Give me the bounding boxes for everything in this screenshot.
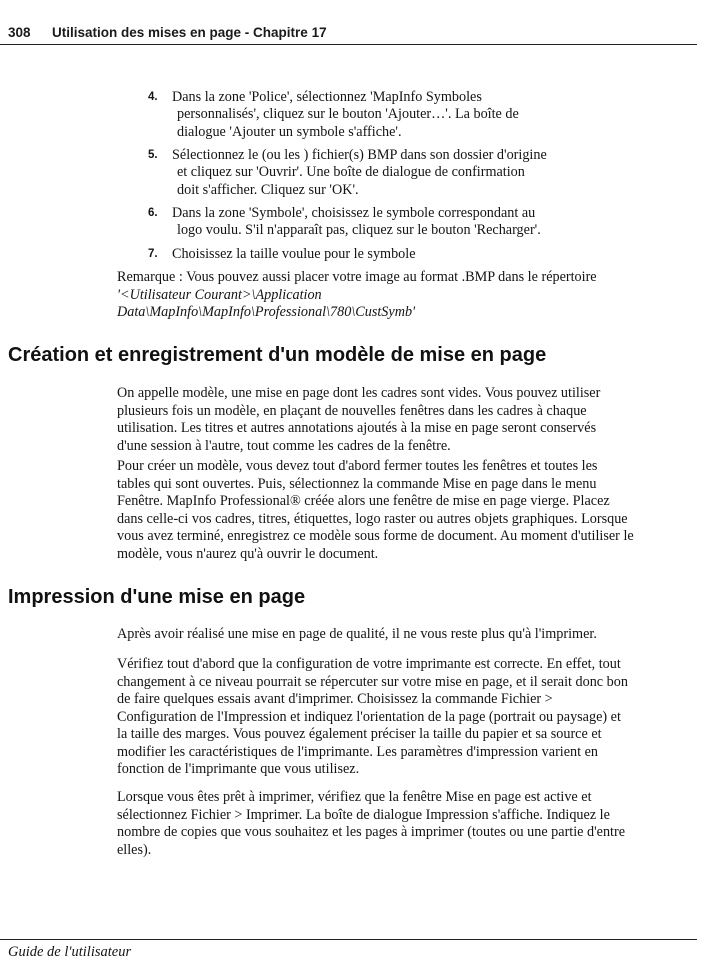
step-line: Dans la zone 'Symbole', choisissez le symbole correspondant au [172, 205, 536, 221]
paragraph-line: sélectionnez Fichier > Imprimer. La boîte de dialogue Impression s'affiche. Indiquez le [117, 806, 610, 823]
step-line: doit s'afficher. Cliquez sur 'OK'. [177, 181, 359, 198]
paragraph-line: d'une session à l'autre, tout comme les cadres de la fenêtre. [117, 437, 451, 454]
paragraph-line: On appelle modèle, une mise en page dont les cadres sont vides. Vous pouvez utiliser [117, 385, 601, 401]
paragraph [117, 626, 597, 644]
step-line: Dans la zone 'Police', sélectionnez 'MapInfo Symboles [172, 89, 482, 105]
step-4 [148, 89, 519, 141]
paragraph [117, 789, 625, 859]
paragraph-line: modifier les caractéristiques de l'imprimante. Les paramètres d'impression varient en [117, 743, 599, 760]
paragraph-line: Configuration de l'Impression et indiquez l'orientation de la page (portrait ou paysage) et [117, 708, 621, 725]
step-7 [148, 246, 416, 263]
paragraph-line: Fenêtre. MapInfo Professional® créée alors une fenêtre de mise en page vierge. Placez [117, 493, 610, 509]
paragraph-line: Vérifiez tout d'abord que la configuration de votre imprimante est correcte. En effet, tout [117, 656, 621, 672]
step-number: 5. [148, 149, 158, 161]
paragraph-line: vous avez terminé, enregistrez ce modèle sous forme de document. Au moment d'utiliser le [117, 528, 634, 544]
section-heading-template: Création et enregistrement d'un modèle de mise en page [8, 344, 547, 366]
chapter-title: Utilisation des mises en page - Chapitre 17 [52, 25, 327, 40]
paragraph-line: utilisation. Les titres et autres annotations ajoutés à la mise en page seront conservés [117, 420, 597, 436]
step-number: 7. [148, 248, 158, 260]
paragraph-line: fonction de l'imprimante que vous utilisez. [117, 761, 360, 777]
footer-rule [0, 939, 697, 940]
step-5 [148, 147, 547, 199]
paragraph-line: de faire quelques essais avant d'imprimer. Choisissez la commande Fichier > [117, 691, 553, 707]
paragraph-line: Pour créer un modèle, vous devez tout d'abord fermer toutes les fenêtres et toutes les [117, 458, 598, 474]
running-header [8, 24, 327, 42]
paragraph-line: tables qui sont ouvertes. Puis, sélectionnez la commande Mise en page dans le menu [117, 475, 597, 492]
paragraph-line: elles). [117, 841, 152, 858]
paragraph [117, 385, 600, 455]
note-path-line: '<Utilisateur Courant>\Application [117, 286, 322, 303]
page-number: 308 [8, 25, 31, 40]
paragraph-line: modèle, vous n'aurez qu'à ouvrir le document. [117, 545, 379, 562]
step-number: 4. [148, 91, 158, 103]
step-line: personnalisés', cliquez sur le bouton 'Ajouter…'. La boîte de [177, 106, 519, 123]
step-line: Sélectionnez le (ou les ) fichier(s) BMP dans son dossier d'origine [172, 147, 547, 163]
paragraph-line: dans celle-ci vos cadres, titres, étiquettes, logo raster ou autres objets graphiques. Lorsque [117, 510, 628, 527]
step-line: dialogue 'Ajouter un symbole s'affiche'. [177, 123, 402, 140]
section-heading-printing: Impression d'une mise en page [8, 586, 306, 608]
paragraph-line: Lorsque vous êtes prêt à imprimer, vérifiez que la fenêtre Mise en page est active et [117, 789, 592, 805]
step-line: logo voulu. S'il n'apparaît pas, cliquez sur le bouton 'Recharger'. [177, 222, 541, 239]
paragraph [117, 656, 628, 779]
paragraph-line: changement à ce niveau pourrait se répercuter sur votre mise en page, et il serait donc bon [117, 673, 628, 690]
paragraph-line: Après avoir réalisé une mise en page de qualité, il ne vous reste plus qu'à l'imprimer. [117, 626, 597, 642]
note-line: Remarque : Vous pouvez aussi placer votre image au format .BMP dans le répertoire [117, 269, 597, 285]
step-line: Choisissez la taille voulue pour le symbole [172, 246, 416, 262]
step-number: 6. [148, 207, 158, 219]
paragraph-line: nombre de copies que vous souhaitez et les pages à imprimer (toutes ou une partie d'entre [117, 824, 626, 840]
paragraph-line: plusieurs fois un modèle, en plaçant de nouvelles fenêtres dans les cadres à chaque [117, 402, 587, 419]
header-rule [0, 44, 697, 45]
footer-text: Guide de l'utilisateur [8, 944, 132, 960]
note-paragraph [117, 269, 597, 322]
step-line: et cliquez sur 'Ouvrir'. Une boîte de dialogue de confirmation [177, 164, 525, 181]
step-6 [148, 205, 541, 240]
paragraph-line: la taille des marges. Vous pouvez également préciser la taille du papier et sa source et [117, 726, 602, 742]
paragraph [117, 458, 634, 563]
note-path-line: Data\MapInfo\MapInfo\Professional\780\CustSymb' [117, 304, 416, 320]
